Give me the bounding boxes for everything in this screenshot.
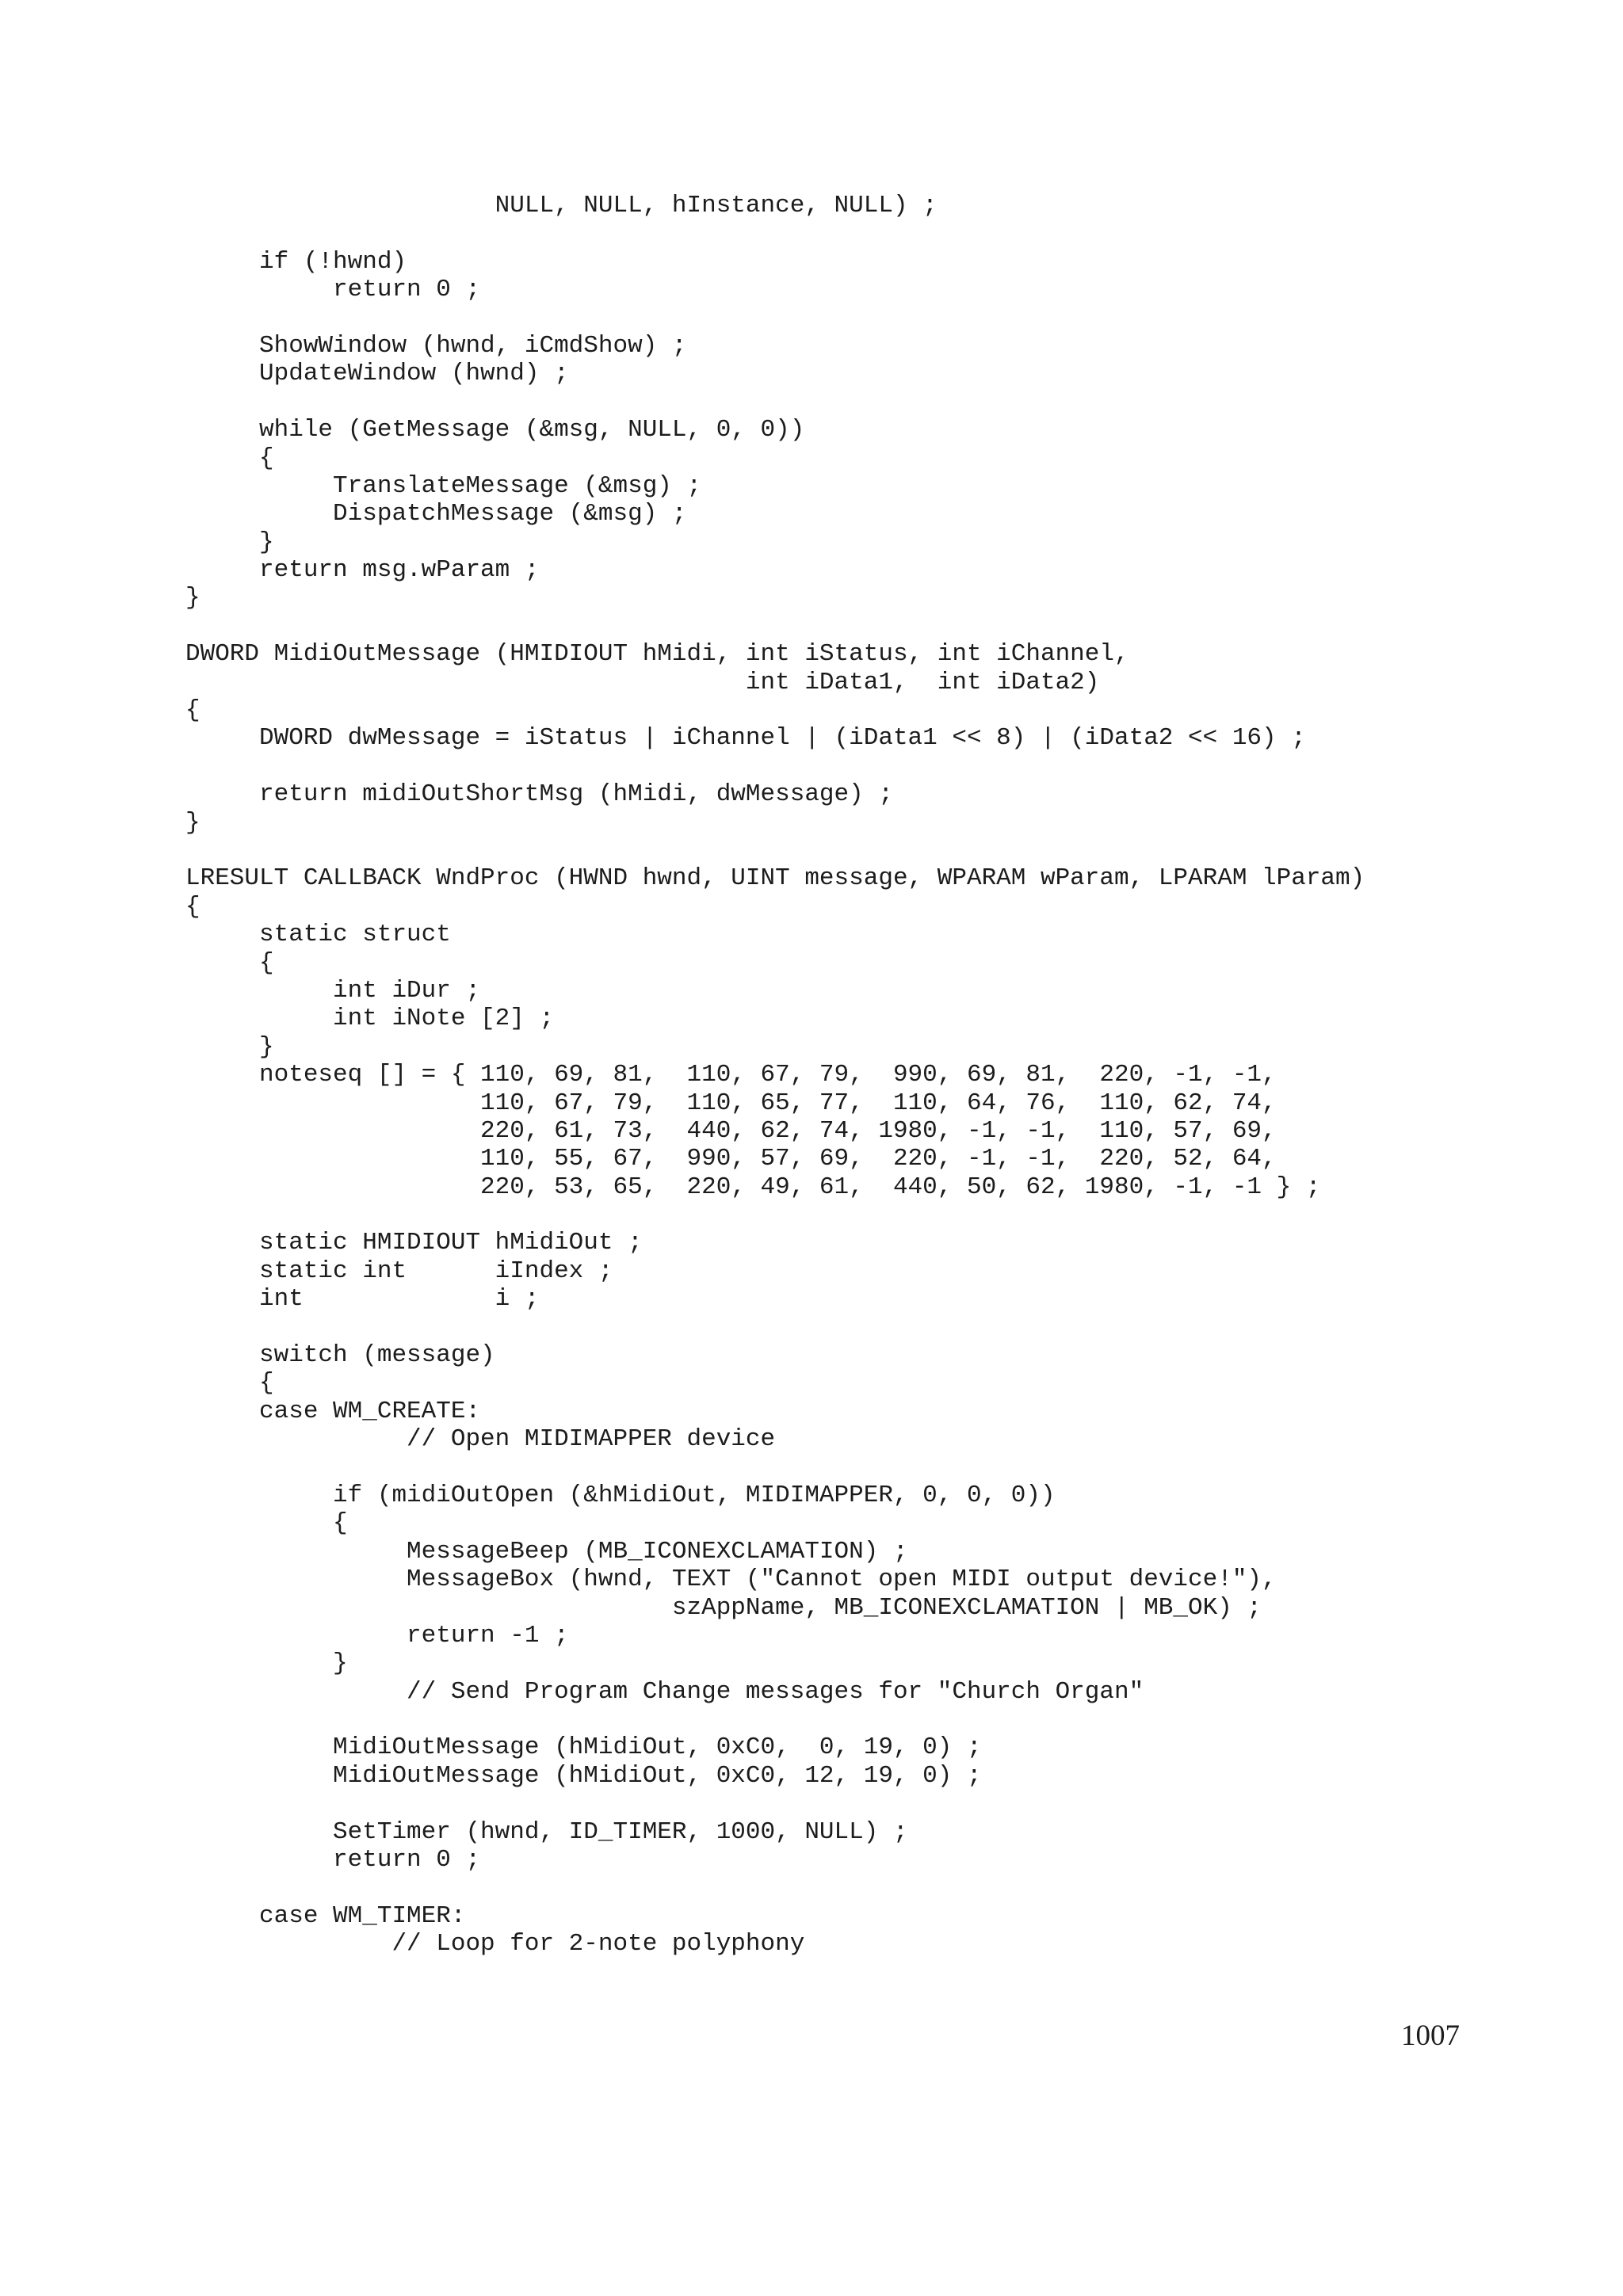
code-line: 110, 67, 79, 110, 65, 77, 110, 64, 76, 110, 62, 74,	[185, 1089, 1277, 1117]
code-line: return 0 ;	[185, 276, 481, 304]
code-line: MessageBox (hwnd, TEXT ("Cannot open MIDI output device!"),	[185, 1566, 1277, 1594]
code-line: MessageBeep (MB_ICONEXCLAMATION) ;	[185, 1537, 908, 1566]
code-line: case WM_TIMER:	[185, 1901, 466, 1930]
code-line	[185, 753, 1365, 780]
code-line: }	[185, 528, 274, 556]
code-line: {	[185, 696, 200, 725]
code-line: static struct	[185, 921, 451, 949]
code-line	[185, 1314, 1365, 1341]
code-line: szAppName, MB_ICONEXCLAMATION | MB_OK) ;	[185, 1593, 1262, 1622]
code-line: DWORD dwMessage = iStatus | iChannel | (iData1 << 8) | (iData2 << 16) ;	[185, 724, 1306, 753]
code-line: MidiOutMessage (hMidiOut, 0xC0, 12, 19, 0) ;	[185, 1761, 982, 1790]
code-line: int iDur ;	[185, 976, 481, 1005]
code-line: {	[185, 948, 274, 977]
code-line: UpdateWindow (hwnd) ;	[185, 360, 569, 388]
code-line	[185, 837, 1365, 864]
code-listing	[185, 192, 1365, 1958]
code-line: noteseq [] = { 110, 69, 81, 110, 67, 79, 990, 69, 81, 220, -1, -1,	[185, 1061, 1277, 1089]
code-line: SetTimer (hwnd, ID_TIMER, 1000, NULL) ;	[185, 1817, 908, 1846]
code-line: return midiOutShortMsg (hMidi, dwMessage) ;	[185, 780, 893, 809]
code-line: int iData1, int iData2)	[185, 668, 1100, 696]
code-line: NULL, NULL, hInstance, NULL) ;	[185, 192, 938, 219]
code-line: {	[185, 1509, 348, 1538]
code-line: }	[185, 584, 200, 612]
code-line: while (GetMessage (&msg, NULL, 0, 0))	[185, 416, 805, 444]
code-line	[185, 219, 1365, 247]
code-line	[185, 1454, 1365, 1482]
code-line: TranslateMessage (&msg) ;	[185, 471, 702, 500]
code-line: switch (message)	[185, 1341, 495, 1370]
code-line	[185, 1874, 1365, 1901]
code-line: int iNote [2] ;	[185, 1005, 555, 1033]
code-line: int i ;	[185, 1285, 540, 1314]
code-line: MidiOutMessage (hMidiOut, 0xC0, 0, 19, 0) ;	[185, 1733, 982, 1762]
code-line: ShowWindow (hwnd, iCmdShow) ;	[185, 331, 687, 360]
code-line: }	[185, 1650, 348, 1678]
page-number: 1007	[1401, 2019, 1460, 2052]
code-line	[185, 1706, 1365, 1733]
code-line: LRESULT CALLBACK WndProc (HWND hwnd, UINT message, WPARAM wParam, LPARAM lParam)	[185, 864, 1365, 893]
code-line: 220, 61, 73, 440, 62, 74, 1980, -1, -1, 110, 57, 69,	[185, 1116, 1277, 1145]
code-line: if (midiOutOpen (&hMidiOut, MIDIMAPPER, 0, 0, 0))	[185, 1481, 1056, 1509]
code-line: DispatchMessage (&msg) ;	[185, 500, 687, 528]
code-line: DWORD MidiOutMessage (HMIDIOUT hMidi, int iStatus, int iChannel,	[185, 640, 1129, 669]
code-line: }	[185, 808, 200, 837]
code-line: {	[185, 892, 200, 921]
code-line: return 0 ;	[185, 1846, 481, 1875]
code-line: // Open MIDIMAPPER device	[185, 1425, 776, 1454]
code-line: {	[185, 444, 274, 472]
code-line: case WM_CREATE:	[185, 1397, 481, 1425]
code-line	[185, 1790, 1365, 1817]
code-line: if (!hwnd)	[185, 247, 407, 276]
code-line: 220, 53, 65, 220, 49, 61, 440, 50, 62, 1980, -1, -1 } ;	[185, 1173, 1321, 1201]
code-line: }	[185, 1032, 274, 1061]
code-line: static int iIndex ;	[185, 1257, 613, 1285]
code-line: // Loop for 2-note polyphony	[185, 1930, 805, 1958]
code-line	[185, 388, 1365, 416]
code-line: // Send Program Change messages for "Church Organ"	[185, 1677, 1144, 1706]
code-line: return -1 ;	[185, 1621, 569, 1650]
code-line: 110, 55, 67, 990, 57, 69, 220, -1, -1, 220, 52, 64,	[185, 1145, 1277, 1173]
code-line: {	[185, 1369, 274, 1398]
code-line: return msg.wParam ;	[185, 556, 540, 585]
code-line: static HMIDIOUT hMidiOut ;	[185, 1229, 643, 1257]
code-line	[185, 1201, 1365, 1229]
code-line	[185, 612, 1365, 640]
code-line	[185, 304, 1365, 332]
